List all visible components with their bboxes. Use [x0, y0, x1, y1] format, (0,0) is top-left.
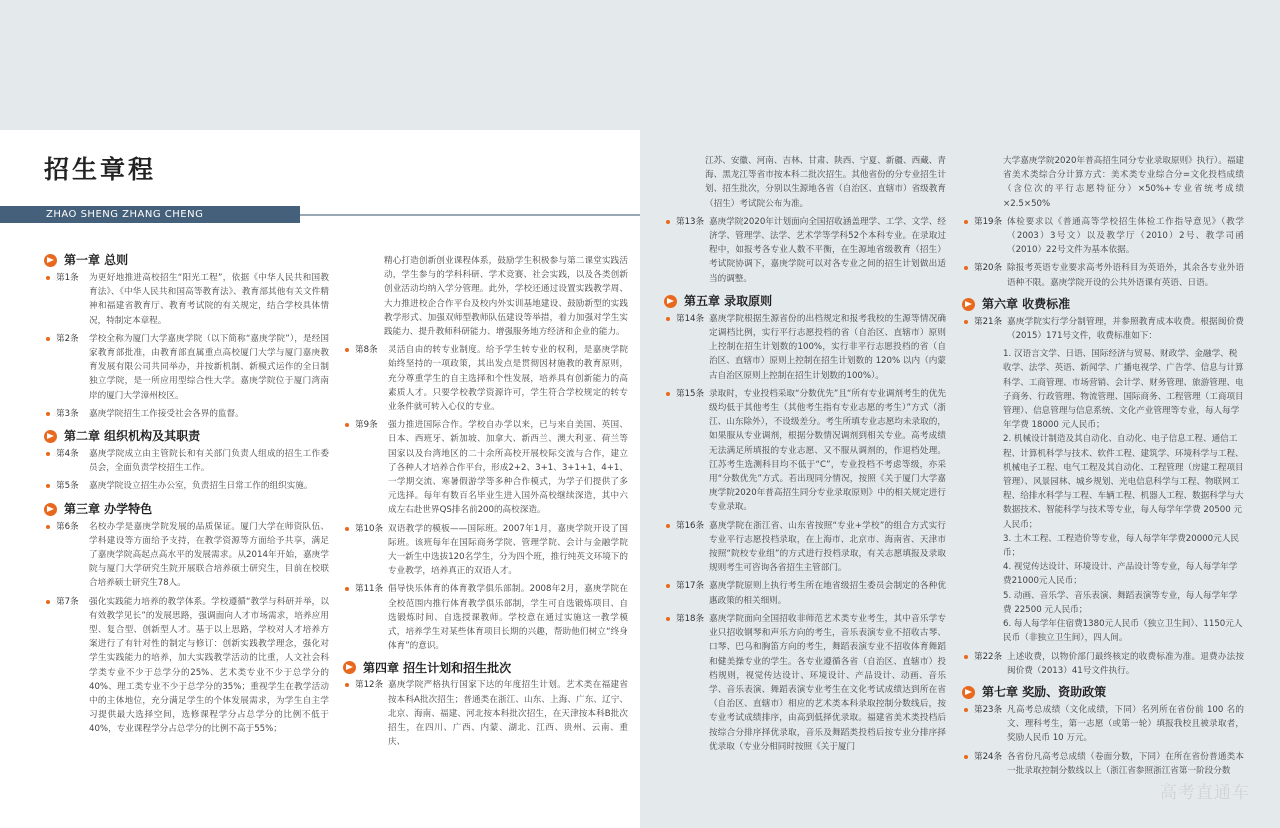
chapter-heading: 第六章 收费标准 — [962, 295, 1244, 314]
article: 第22条 上述收费，以物价部门最终核定的收费标准为准。退费办法按闽价费（2013）41号文件执行。 — [962, 650, 1244, 678]
bullet-icon — [345, 423, 349, 427]
article: 第11条 倡导快乐体育的体育教学俱乐部制。2008年2月，嘉庚学院在全校范围内推行体育教学俱乐部制，学生可自选锻炼项目、自选锻炼时间、自选授课教师。学校意在通过实施这一教学模式，培养学生对某些体育项目长期的兴趣，帮助他们树立“终身体育”的意识。 — [343, 582, 628, 653]
column-2 — [343, 254, 628, 750]
chapter-heading: 第一章 总则 — [44, 251, 329, 270]
article: 第18条 嘉庚学院面向全国招收非师范艺术类专业考生，其中音乐学专业只招收钢琴和声乐方向的考生，音乐表演专业不招收古琴、口琴、巴乌和胸笛方向的考生，舞蹈表演专业不招收体育舞蹈和健美操专业的学生。各专业遵循各省（自治区、直辖市）投档规则，视觉传达设计、环境设计、产品设计、动画、音乐学、音乐表演、舞蹈表演专业考生在文化考试成绩达到所在省（自治区、直辖市）相应的艺术类本科录取控制分数线后，按专业考试成绩排序，由高到低择优录取。福建省美术类投档后按综合分排序择优录取，音乐及舞蹈类投档后按专业分排序择优录取（专业分相同时按照《关于厦门 — [664, 612, 946, 754]
arrow-icon — [44, 254, 57, 267]
fee-item: 1. 汉语言文学、日语、国际经济与贸易、财政学、金融学、税收学、法学、英语、新闻学、广播电视学、广告学、信息与计算科学、工商管理、市场营销、会计学、财务管理、旅游管理、电子商务、行政管理、物流管理、国际商务、工程管理（工商项目管理）、信息管理与信息系统、文化产业管理等专业，每人每学年学费 18000 元人民币； — [1003, 349, 1244, 431]
arrow-icon — [343, 661, 356, 674]
fee-item: 4. 视觉传达设计、环境设计、产品设计等专业，每人每学年学费21000元人民币； — [1003, 562, 1238, 587]
article: 第10条 双语教学的模板——国际班。2007年1月，嘉庚学院开设了国际班。该班每年在国际商务学院、管理学院、会计与金融学院大一新生中选拔120名学生，分为四个班，推行纯英文环境下的专业教学，培养真正的双语人才。 — [343, 522, 628, 579]
bullet-icon — [46, 484, 50, 488]
continued-text: 江苏、安徽、河南、吉林、甘肃、陕西、宁夏、新疆、西藏、青海、黑龙江等省市按本科二批次招生。其他省份的分专业招生计划、招生批次，分别以生源地各省（自治区、直辖市）省级教育（招生）考试院公布为准。 — [705, 156, 946, 209]
bullet-icon — [964, 708, 968, 712]
fee-list — [962, 347, 1244, 645]
arrow-icon — [664, 295, 677, 308]
article: 第4条 嘉庚学院成立由主管院长和有关部门负责人组成的招生工作委员会，全面负责学校招生工作。 — [44, 447, 329, 475]
bullet-icon — [46, 525, 50, 529]
bullet-icon — [46, 452, 50, 456]
bullet-icon — [345, 348, 349, 352]
article: 第23条 凡高考总成绩（文化成绩，下同）名列所在省份前 100 名的文、理科考生，第一志愿（或第一轮）填报我校且被录取者，奖励人民币 10 万元。 — [962, 703, 1244, 746]
subtitle-rule — [300, 214, 640, 216]
bullet-icon — [46, 412, 50, 416]
arrow-icon — [962, 298, 975, 311]
column-4 — [962, 154, 1244, 778]
bullet-icon — [964, 655, 968, 659]
article: 第16条 嘉庚学院在浙江省、山东省按照“专业+学校”的组合方式实行专业平行志愿投档录取，在上海市、北京市、海南省、天津市按照“院校专业组”的方式进行投档录取，有关志愿填报及录取规则考生可咨询各省招生主管部门。 — [664, 519, 946, 576]
arrow-icon — [44, 503, 57, 516]
chapter-heading: 第三章 办学特色 — [44, 500, 329, 519]
article: 第20条 除报考英语专业要求高考外语科目为英语外，其余各专业外语语种不限。嘉庚学院开设的公共外语课有英语、日语。 — [962, 261, 1244, 289]
article: 第14条 嘉庚学院根据生源省份的出档规定和报考我校的生源等情况确定调档比例，实行平行志愿投档的省（自治区、直辖市）原则上控制在招生计划数的100%，实行非平行志愿投档的省（自治区、直辖市）原则上控制在招生计划数的 120% 以内（内蒙古自治区原则上控制在招生计划数的100%）。 — [664, 312, 946, 383]
bullet-icon — [964, 220, 968, 224]
watermark: 高考直通车 — [1160, 783, 1250, 803]
bullet-icon — [666, 392, 670, 396]
page-subtitle: ZHAO SHENG ZHANG CHENG — [0, 206, 300, 223]
fee-item: 6. 每人每学年住宿费1380元人民币（独立卫生间）、1150元人民币（非独立卫生间），四人间。 — [1003, 619, 1243, 644]
article: 第15条 录取时，专业投档采取“分数优先”且“所有专业调剂考生的优先级均低于其他考生（其他考生指有专业志愿的考生）”方式（浙江、山东除外），不设级差分。考生所填专业志愿均未录取的，如果服从专业调剂，根据分数情况调剂到相关专业。高考成绩无法满足所填报的专业志愿、又不服从调剂的，作退档处理。江苏考生选测科目均不低于“C”，专业投档不考虑等级，亦采用“分数优先”方式。若出现同分情况，按照《关于厦门大学嘉庚学院2020年普高招生同分专业录取原则》中的相关规定进行专业录取。 — [664, 387, 946, 515]
arrow-icon — [962, 686, 975, 699]
bullet-icon — [666, 317, 670, 321]
fee-item: 3. 土木工程、工程造价等专业，每人每学年学费20000元人民币； — [1003, 533, 1239, 559]
bullet-icon — [345, 683, 349, 687]
article: 第8条 灵活自由的转专业制度。给予学生转专业的权利，是嘉庚学院始终坚持的一项政策，其出发点是贯彻因材施教的教育原则，充分尊重学生的自主选择和个性发展，培养具有创新能力的高素质人才。只要学校教学资源许可，学生符合学校规定的转专业条件就可转入心仪的专业。 — [343, 343, 628, 414]
article: 第2条 学校全称为厦门大学嘉庚学院（以下简称“嘉庚学院”），是经国家教育部批准，由教育部直属重点高校厦门大学与厦门嘉庚教育发展有限公司共同举办，并按新机制、新模式运作的全日制独立学院，是一所应用型综合性大学。嘉庚学院位于厦门湾南岸的厦门大学漳州校区。 — [44, 332, 329, 403]
column-1 — [44, 251, 329, 737]
fee-item: 5. 动画、音乐学、音乐表演、舞蹈表演等专业，每人每学年学费 22500 元人民币； — [1003, 590, 1238, 615]
column-3 — [664, 154, 946, 754]
article: 第19条 体检要求以《普通高等学校招生体检工作指导意见》（教学（2003）3号文）以及教学厅（2010）2号、教学司函（2010）22号文件为基本依据。 — [962, 215, 1244, 258]
article: 第13条 嘉庚学院2020年计划面向全国招收涵盖理学、工学、文学、经济学、管理学、法学、艺术学等学科52个本科专业。在录取过程中，如报考各专业人数不平衡，在生源地省级教育（招生）考试院协调下，嘉庚学院可以对各专业之间的招生计划做出适当的调整。 — [664, 215, 946, 286]
article: 第17条 嘉庚学院原则上执行考生所在地省级招生委员会制定的各种优惠政策的相关细则。 — [664, 579, 946, 607]
chapter-heading: 第四章 招生计划和招生批次 — [343, 658, 628, 677]
bullet-icon — [46, 337, 50, 341]
article: 第6条 名校办学是嘉庚学院发展的品质保证。厦门大学在师资队伍、学科建设等方面给予支持，在教学资源等方面给予共享，满足了嘉庚学院高起点高水平的发展需求。从2014年开始，嘉庚学院与厦门大学研究生院开展联合培养硕士研究生，目前在校联合培养硕士研究生78人。 — [44, 520, 329, 591]
continued-text: 精心打造创新创业课程体系，鼓励学生积极参与第二课堂实践活动，学生参与的学科科研、学术竞赛、社会实践，以及各类创新创业活动均纳入学分管理。此外，学校还通过设置实践教学周、大力推进校企合作平台及校内外实训基地建设、鼓励新型的实践教学形式、加强双师型教师队伍建设等举措，着力加强对学生实践能力、提升教师科研能力、增强服务地方经济和企业的能力。 — [384, 256, 628, 338]
header-band — [0, 0, 1280, 130]
article: 第5条 嘉庚学院设立招生办公室，负责招生日常工作的组织实施。 — [44, 479, 329, 493]
bullet-icon — [964, 755, 968, 759]
chapter-heading: 第五章 录取原则 — [664, 292, 946, 311]
bullet-icon — [666, 220, 670, 224]
chapter-heading: 第七章 奖励、资助政策 — [962, 683, 1244, 702]
article: 第9条 强力推进国际合作。学校自办学以来，已与来自美国、英国、日本、西班牙、新加坡、加拿大、新西兰、澳大利亚、荷兰等国家以及台湾地区的二十余所高校开展校际交流与合作，建立了各种人才培养合作平台，形成2+2、3+1、3+1+1、4+1、一学期交流、寒暑假游学等多种合作模式，为学子们提供了多元选择。每年有数百名毕业生进入国外高校继续深造，其中六成左右赴世界QS排名前200的高校深造。 — [343, 418, 628, 517]
arrow-icon — [44, 430, 57, 443]
bullet-icon — [666, 524, 670, 528]
bullet-icon — [964, 320, 968, 324]
bullet-icon — [345, 527, 349, 531]
article: 第1条 为更好地推进高校招生“阳光工程”，依据《中华人民共和国教育法》、《中华人民共和国高等教育法》、教育部其他有关文件精神和福建省教育厅、教育考试院的有关规定，结合学校具体情况，特制定本章程。 — [44, 271, 329, 328]
article: 第12条 嘉庚学院严格执行国家下达的年度招生计划。艺术类在福建省按本科A批次招生；普通类在浙江、山东、上海、广东、辽宁、北京、海南、福建、河北按本科批次招生，在天津按本科B批次招生，在四川、广西、内蒙、湖北、江西、贵州、云南、重庆、 — [343, 678, 628, 749]
bullet-icon — [345, 587, 349, 591]
article: 第7条 强化实践能力培养的教学体系。学校遵循“教学与科研并举，以有效教学见长”的发展思路，强调面向人才市场需求，培养应用型、复合型、创新型人才。基于以上思路，学校对人才培养方案进行了有针对性的制定与修订：创新实践教学理念，强化对学生实践能力的培养，加大实践教学活动的比重，人文社会科学类专业不少于总学分的25%、艺术类专业不少于总学分的40%、理工类专业不少于总学分的35%；重视学生在教学活动中的主体地位，充分满足学生的个体发展需求，为学生自主学习提供最大选择空间，选修课程学分占总学分的比例不低于40%，专业课程学分占总学分的比例不高于55%； — [44, 595, 329, 737]
page-title: 招生章程 — [44, 155, 157, 184]
bullet-icon — [46, 276, 50, 280]
article: 第3条 嘉庚学院招生工作接受社会各界的监督。 — [44, 407, 329, 421]
article: 第21条 嘉庚学院实行学分制管理，并参照教育成本收费。根据闽价费（2015）171号文件，收费标准如下： — [962, 315, 1244, 343]
fee-item: 2. 机械设计制造及其自动化、自动化、电子信息工程、通信工程、计算机科学与技术、软件工程、建筑学、环境科学与工程、机械电子工程、电气工程及其自动化、工程管理（房建工程项目管理）、风景园林、城乡规划、光电信息科学与工程、物联网工程、给排水科学与工程、车辆工程、机器人工程、数据科学与大数据技术、智能科学与技术等专业，每人每学年学费 20500 元人民币； — [1003, 434, 1244, 530]
bullet-icon — [964, 266, 968, 270]
bullet-icon — [666, 617, 670, 621]
chapter-heading: 第二章 组织机构及其职责 — [44, 427, 329, 446]
bullet-icon — [666, 584, 670, 588]
article: 第24条 各省份凡高考总成绩（卷面分数，下同）在所在省份普通类本一批录取控制分数线以上（浙江省参照浙江省第一阶段分数 — [962, 750, 1244, 778]
bullet-icon — [46, 600, 50, 604]
continued-text: 大学嘉庚学院2020年普高招生同分专业录取原则》执行）。福建省美术类综合分计算方式：美术类专业综合分=文化投档成绩（含位次的平行志愿特征分）×50%+专业省统考成绩×2.5×50% — [1003, 156, 1245, 209]
